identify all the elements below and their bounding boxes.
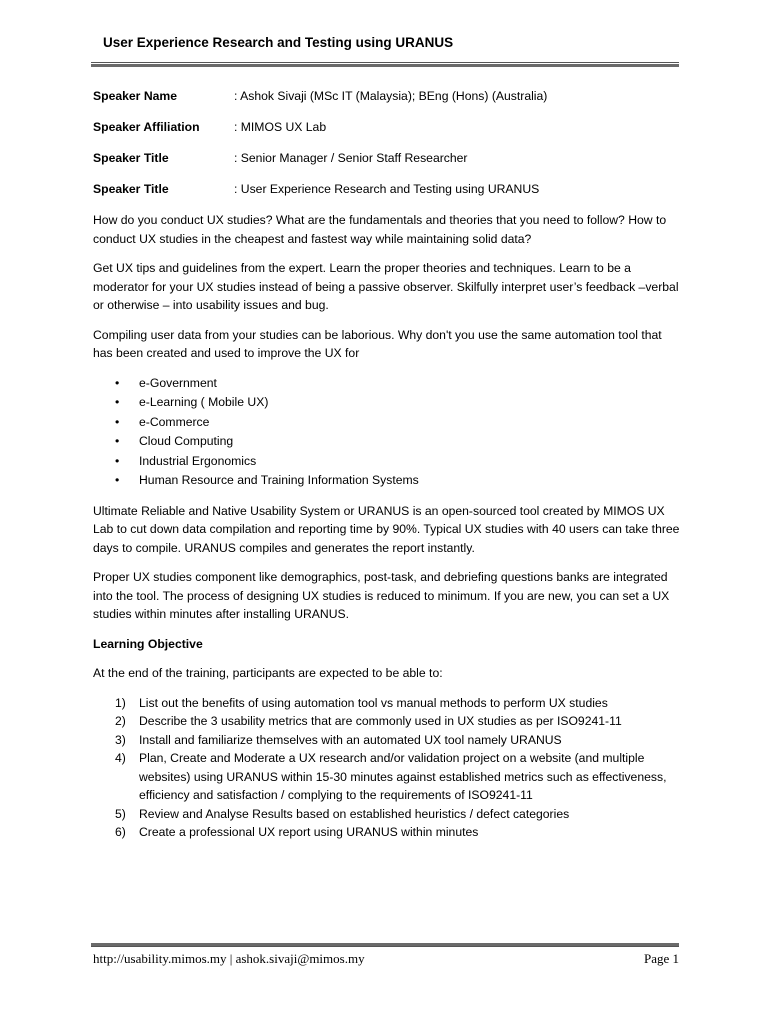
speaker-name-row <box>93 87 683 118</box>
list-item <box>93 694 683 713</box>
item-number: 2) <box>115 714 126 728</box>
document-body <box>93 87 683 842</box>
intro-paragraph: How do you conduct UX studies? What are the fundamentals and theories that you need to follow? How to conduct UX studies in the cheapest and fastest way while maintaining solid data? <box>93 213 667 246</box>
objectives-list <box>93 694 683 842</box>
list-item: • Human Resource and Training Information Systems <box>93 471 683 491</box>
item-number: 3) <box>115 732 126 747</box>
field-label: Speaker Title <box>93 182 169 196</box>
list-item <box>93 712 683 731</box>
item-number: 5) <box>115 806 126 821</box>
list-item <box>93 823 683 842</box>
page-number: Page 1 <box>643 951 679 966</box>
field-label: Speaker Affiliation <box>93 120 200 134</box>
bullet-icon: • <box>115 473 120 487</box>
list-item: • e-Government <box>93 374 683 394</box>
list-item: • Industrial Ergonomics <box>93 452 683 472</box>
header-divider <box>91 62 679 67</box>
footer-divider <box>91 942 679 947</box>
list-item: • Cloud Computing <box>93 432 683 452</box>
list-item <box>93 805 683 824</box>
field-value: : User Experience Research and Testing using URANUS <box>234 182 540 196</box>
field-value: : MIMOS UX Lab <box>234 120 327 134</box>
list-item: • e-Commerce <box>93 413 683 433</box>
footer-contact: http://usability.mimos.my | ashok.sivaji@mimos.my <box>93 951 365 966</box>
item-number: 4) <box>115 751 126 765</box>
item-text: Review and Analyse Results based on established heuristics / defect categories <box>139 806 570 821</box>
item-text: Install and familiarize themselves with an automated UX tool namely URANUS <box>139 732 562 747</box>
item-text: Plan, Create and Moderate a UX research and/or validation project on a website (and multiple websites) using URANUS within 15-30 minutes against established metrics such as effectiveness, efficiency and satisfaction / complying to the requirements of ISO9241-11 <box>139 751 667 802</box>
field-value: : Ashok Sivaji (MSc IT (Malaysia); BEng (Hons) (Australia) <box>234 89 548 103</box>
talk-title-row <box>93 180 683 211</box>
item-text: Describe the 3 usability metrics that are commonly used in UX studies as per ISO9241-11 <box>139 714 622 728</box>
field-value: : Senior Manager / Senior Staff Researcher <box>234 151 468 165</box>
item-number: 1) <box>115 695 126 710</box>
components-paragraph: Proper UX studies component like demographics, post-task, and debriefing questions banks are integrated into the tool. The process of designing UX studies is reduced to minimum. If you are new, you can set a UX studies within minutes after installing URANUS. <box>93 570 670 621</box>
bullet-icon: • <box>115 414 120 429</box>
automation-paragraph: Compiling user data from your studies can be laborious. Why don't you use the same automation tool that has been created and used to improve the UX for <box>93 327 662 360</box>
page-footer <box>93 951 679 967</box>
uranus-paragraph: Ultimate Reliable and Native Usability System or URANUS is an open-sourced tool created by MIMOS UX Lab to cut down data compilation and reporting time by 90%. Typical UX studies with 40 users can take three days to compile. URANUS compiles and generates the report instantly. <box>93 503 680 555</box>
objective-intro: At the end of the training, participants are expected to be able to: <box>93 666 443 680</box>
item-text: List out the benefits of using automation tool vs manual methods to perform UX studies <box>139 695 608 710</box>
list-item: • e-Learning ( Mobile UX) <box>93 393 683 413</box>
item-number: 6) <box>115 825 126 839</box>
learning-objective-heading: Learning Objective <box>93 636 203 651</box>
field-label: Speaker Name <box>93 89 178 103</box>
bullet-icon: • <box>115 434 120 448</box>
item-text: Create a professional UX report using URANUS within minutes <box>139 825 479 839</box>
page-title: User Experience Research and Testing using URANUS <box>103 35 454 50</box>
list-item <box>93 731 683 750</box>
tips-paragraph: Get UX tips and guidelines from the expert. Learn the proper theories and techniques. Learn to be a moderator for your UX studies instead of being a passive observer. Skilfully interpret user’s feedback –verbal or otherwise – into usability issues and bug. <box>93 261 679 312</box>
bullet-icon: • <box>115 395 120 409</box>
bullet-icon: • <box>115 375 120 390</box>
domain-list <box>93 374 683 491</box>
list-item <box>93 749 683 805</box>
speaker-title-row <box>93 149 683 180</box>
speaker-affiliation-row <box>93 118 683 149</box>
bullet-icon: • <box>115 453 120 468</box>
field-label: Speaker Title <box>93 151 169 165</box>
